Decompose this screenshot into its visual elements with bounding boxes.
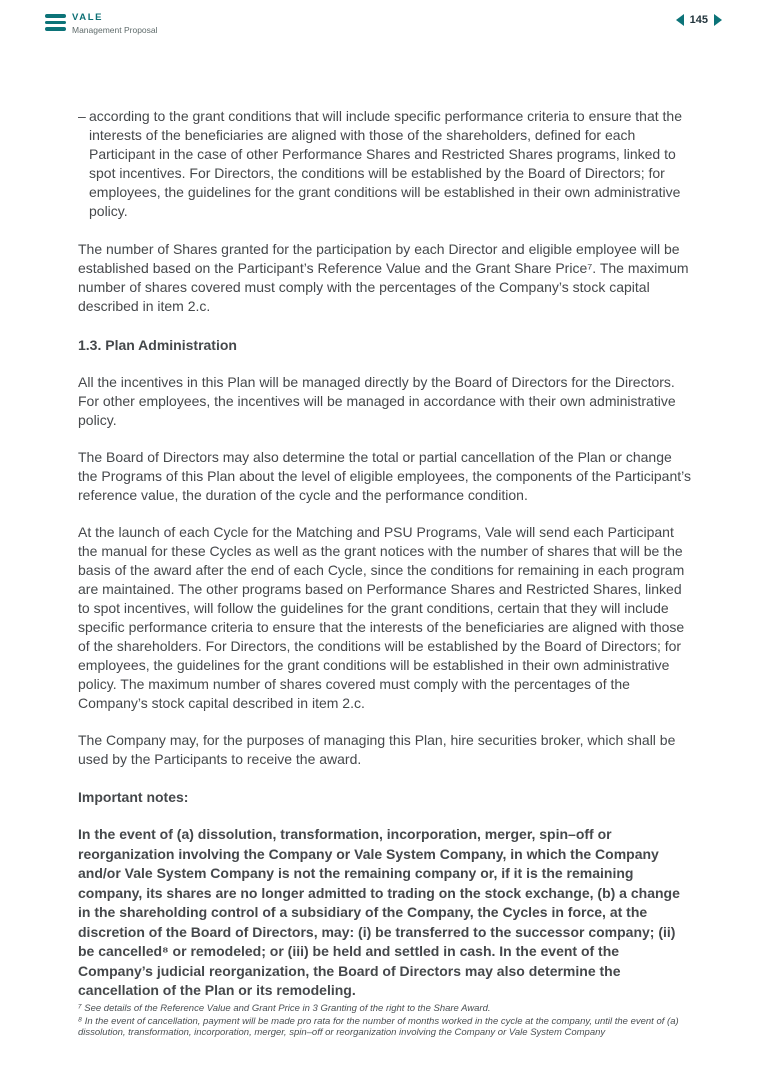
bullet-dash: – [78, 108, 86, 124]
paragraph-board-determine: The Board of Directors may also determine the total or partial cancellation of the Plan or change the Programs of this Plan about the level of eligible employees, the components of the Participant’s reference value, the duration of the cycle and the performance condition. [78, 449, 691, 503]
paragraph-launch-cycle: At the launch of each Cycle for the Matching and PSU Programs, Vale will send each Participant the manual for these Cycles as well as the grant notices with the number of shares that will be the basis of the award after the end of each Cycle, since the conditions for remaining in each program are maintained. The other programs based on Performance Shares and Restricted Shares, linked to spot incentives, will follow the guidelines for the grant conditions, certain that they will include specific performance criteria to ensure that the interests of the beneficiaries are aligned with those of the shareholders. For Directors, the conditions will be established by the Board of Directors; for employees, the guidelines for the grant conditions will be established in their own administrative policy. The maximum number of shares covered must comply with the percentages of the Company’s stock capital described in item 2.c. [78, 524, 685, 711]
brand [72, 12, 158, 35]
paragraph-incentives-managed: All the incentives in this Plan will be managed directly by the Board of Directors for the Directors. For other employees, the incentives will be managed in accordance with their own administrative policy. [78, 374, 676, 428]
footnotes [78, 1003, 694, 1040]
page-navigation [676, 14, 722, 26]
document-subtitle: Management Proposal [72, 25, 158, 35]
important-notes-body: In the event of (a) dissolution, transformation, incorporation, merger, spin–off or reorganization involving the Company or Vale System Company, in which the Company and/or Vale System Company is not the remaining company or, if it is the remaining company, its shares are no longer admitted to trading on the stock exchange, (b) a change in the shareholding control of a subsidiary of the Company, the Cycles in force, at the discretion of the Board of Directors, may: (i) be transferred to the successor company; (ii) be cancelled⁸ or remodeled; or (iii) be held and settled in cash. In the event of the Company’s judicial reorganization, the Board of Directors may also determine the cancellation of the Plan or its remodeling. [78, 826, 680, 998]
header [0, 0, 766, 46]
page-number: 145 [689, 14, 708, 26]
footnote-8: ⁸ In the event of cancellation, payment will be made pro rata for the number of months worked in the cycle at the company, until the event of (a) dissolution, transformation, incorporation, merger, spin–off or reorganization involving the Company or Vale System Company [78, 1015, 679, 1038]
brand-logo: VALE [72, 12, 104, 23]
footnote-7: ⁷ See details of the Reference Value and Grant Price in 3 Granting of the right to the Share Award. [78, 1003, 491, 1014]
paragraph-securities-broker: The Company may, for the purposes of managing this Plan, hire securities broker, which shall be used by the Participants to receive the award. [78, 732, 676, 767]
bullet-text: according to the grant conditions that will include specific performance criteria to ensure that the interests of the beneficiaries are aligned with those of the shareholders, defined for each Participant in the case of other Performance Shares and Restricted Shares programs, linked to spot incentives. For Directors, the conditions will be established by the Board of Directors; for employees, the guidelines for the grant conditions will be established in their own administrative policy. [89, 108, 682, 219]
heading-plan-administration: 1.3. Plan Administration [78, 337, 237, 353]
next-page-icon[interactable] [714, 14, 722, 26]
important-notes-label: Important notes: [78, 789, 189, 805]
hamburger-menu-icon[interactable] [45, 14, 66, 31]
bullet-paragraph-grant-conditions [78, 107, 691, 221]
paragraph-shares-granted: The number of Shares granted for the participation by each Director and eligible employee will be established based on the Participant’s Reference Value and the Grant Share Price⁷. The maximum number of shares covered must comply with the percentages of the Company’s stock capital described in item 2.c. [78, 241, 689, 314]
document-page [78, 107, 691, 1001]
prev-page-icon[interactable] [676, 14, 684, 26]
